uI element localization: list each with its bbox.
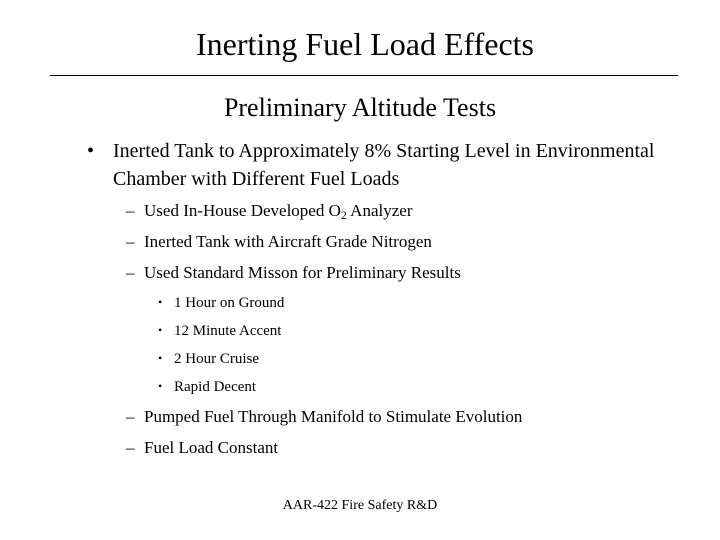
sub-item-o2-analyzer <box>126 199 412 223</box>
sub-item-pumped-fuel <box>126 405 522 429</box>
mission-step-text: 1 Hour on Ground <box>174 295 285 311</box>
step-dot: • <box>158 351 163 365</box>
mission-step-text: 2 Hour Cruise <box>174 351 259 367</box>
mission-step-text: Rapid Decent <box>174 379 257 395</box>
slide-subtitle: Preliminary Altitude Tests <box>223 93 497 122</box>
sub-item-nitrogen <box>126 230 432 254</box>
bullet-dot: • <box>87 140 95 162</box>
sub-item-text-end: Analyzer <box>346 201 413 220</box>
subscript-2: 2 <box>340 208 347 222</box>
sub-item-text: Inerted Tank with Aircraft Grade Nitrogen <box>144 232 432 251</box>
step-dot: • <box>158 295 163 309</box>
mission-step <box>158 292 284 313</box>
sub-item-text: Used In-House Developed O <box>144 201 341 220</box>
sub-item-text: Used Standard Misson for Preliminary Results <box>144 263 461 282</box>
mission-step <box>158 348 259 369</box>
mission-step-text: 12 Minute Accent <box>174 323 282 339</box>
dash-marker: – <box>126 438 135 457</box>
sub-item-text: Pumped Fuel Through Manifold to Stimulate Evolution <box>144 407 523 426</box>
sub-item-fuel-load <box>126 436 278 460</box>
step-dot: • <box>158 323 163 337</box>
slide-footer: AAR-422 Fire Safety R&D <box>282 498 438 513</box>
dash-marker: – <box>126 201 135 220</box>
mission-step <box>158 320 281 341</box>
title-divider <box>50 75 678 76</box>
sub-item-text: Fuel Load Constant <box>144 438 279 457</box>
sub-item-standard-mission <box>126 261 461 285</box>
dash-marker: – <box>126 232 135 251</box>
dash-marker: – <box>126 263 135 282</box>
mission-step <box>158 376 256 397</box>
slide-title: Inerting Fuel Load Effects <box>196 26 534 62</box>
step-dot: • <box>158 379 163 393</box>
dash-marker: – <box>126 407 135 426</box>
main-bullet-text: Inerted Tank to Approximately 8% Starting Level in Environmental Chamber with Different Fuel Loads <box>113 140 655 190</box>
